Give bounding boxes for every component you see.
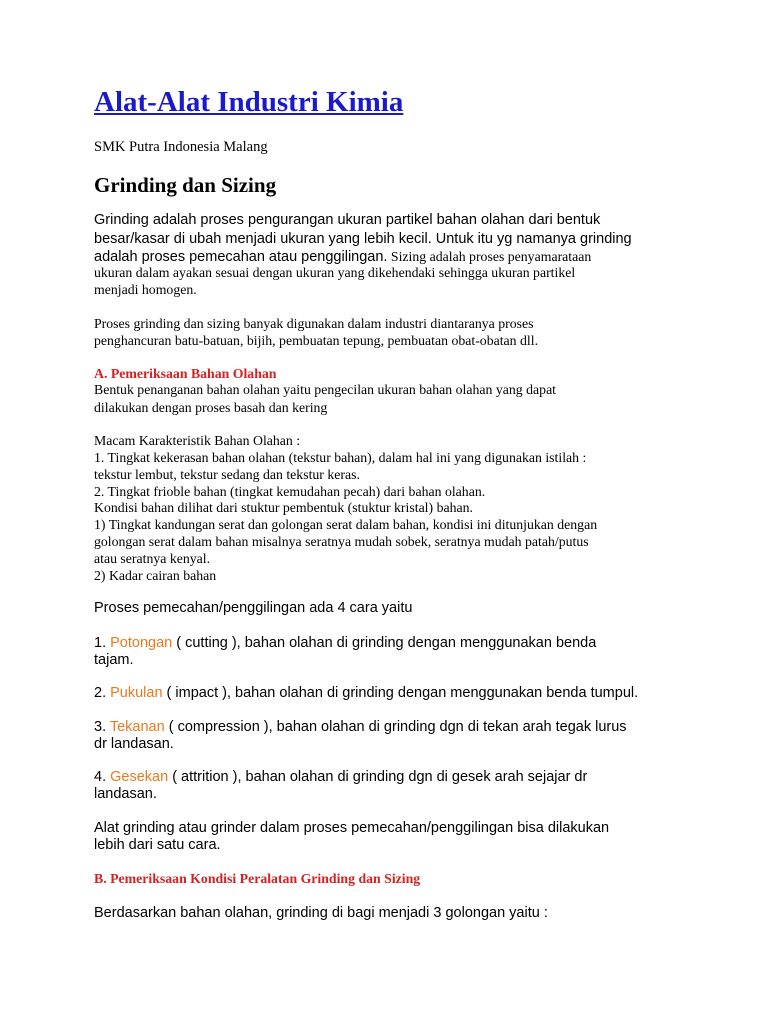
intro-line-1: Grinding adalah proses pengurangan ukuran partikel bahan olahan dari bentuk xyxy=(94,212,601,228)
usage-line-1: Proses grinding dan sizing banyak digunakan dalam industri diantaranya proses xyxy=(94,316,534,331)
method-item-3 xyxy=(94,719,627,735)
characteristics-line-2: 1. Tingkat kekerasan bahan olahan (tekstur bahan), dalam hal ini yang digunakan istilah : xyxy=(94,450,587,465)
method-description: ( impact ), bahan olahan di grinding dengan menggunakan benda tumpul. xyxy=(162,685,639,701)
document-title-link[interactable]: Alat-Alat Industri Kimia xyxy=(94,86,404,118)
characteristics-line-4: 2. Tingkat frioble bahan (tingkat kemudahan pecah) dari bahan olahan. xyxy=(94,484,486,499)
method-item-3-cont: dr landasan. xyxy=(94,736,174,752)
method-description: ( attrition ), bahan olahan di grinding dgn di gesek arah sejajar dr xyxy=(168,769,588,785)
method-item-4 xyxy=(94,769,587,785)
characteristics-line-3: tekstur lembut, tekstur sedang dan tekstur keras. xyxy=(94,467,360,482)
intro-line-3 xyxy=(94,248,591,266)
intro-line-3-sans: adalah proses pemecahan atau penggilingan. xyxy=(94,249,388,265)
method-description: ( cutting ), bahan olahan di grinding dengan menggunakan benda xyxy=(172,635,597,651)
usage-line-2: penghancuran batu-batuan, bijih, pembuatan tepung, pembuatan obat-obatan dll. xyxy=(94,333,539,348)
section-a-line-2: dilakukan dengan proses basah dan kering xyxy=(94,400,328,415)
method-item-1-cont: tajam. xyxy=(94,652,134,668)
method-term-pukulan: Pukulan xyxy=(110,685,163,701)
combination-line-1: Alat grinding atau grinder dalam proses pemecahan/penggilingan bisa dilakukan xyxy=(94,820,610,836)
combination-line-2: lebih dari satu cara. xyxy=(94,837,221,853)
method-item-1 xyxy=(94,635,596,651)
intro-line-4: ukuran dalam ayakan sesuai dengan ukuran yang dikehendaki sehingga ukuran partikel xyxy=(94,265,576,280)
method-number: 2. xyxy=(94,685,111,701)
characteristics-line-8: atau seratnya kenyal. xyxy=(94,551,211,566)
intro-line-3-serif: Sizing adalah proses penyamarataan xyxy=(387,249,592,264)
intro-line-2: besar/kasar di ubah menjadi ukuran yang lebih kecil. Untuk itu yg namanya grinding xyxy=(94,231,632,247)
section-a-heading: A. Pemeriksaan Bahan Olahan xyxy=(94,366,277,381)
method-number: 3. xyxy=(94,719,110,735)
characteristics-line-1: Macam Karakteristik Bahan Olahan : xyxy=(94,433,301,448)
classification-line: Berdasarkan bahan olahan, grinding di bagi menjadi 3 golongan yaitu : xyxy=(94,905,548,921)
characteristics-line-5: Kondisi bahan dilihat dari stuktur pembentuk (stuktur kristal) bahan. xyxy=(94,500,473,515)
methods-intro: Proses pemecahan/penggilingan ada 4 cara yaitu xyxy=(94,600,413,616)
method-term-gesekan: Gesekan xyxy=(110,769,169,785)
method-item-4-cont: landasan. xyxy=(94,786,157,802)
characteristics-line-7: golongan serat dalam bahan misalnya seratnya mudah sobek, seratnya mudah patah/putus xyxy=(94,534,589,549)
section-b-heading: B. Pemeriksaan Kondisi Peralatan Grinding dan Sizing xyxy=(94,871,421,886)
method-number: 4. xyxy=(94,769,111,785)
intro-line-5: menjadi homogen. xyxy=(94,282,197,297)
method-number: 1. xyxy=(94,635,111,651)
method-term-tekanan: Tekanan xyxy=(109,719,165,735)
school-name: SMK Putra Indonesia Malang xyxy=(94,139,268,155)
characteristics-line-6: 1) Tingkat kandungan serat dan golongan serat dalam bahan, kondisi ini ditunjukan dengan xyxy=(94,517,598,532)
characteristics-line-9: 2) Kadar cairan bahan xyxy=(94,568,217,583)
method-item-2 xyxy=(94,685,638,701)
method-description: ( compression ), bahan olahan di grinding dgn di tekan arah tegak lurus xyxy=(164,719,627,735)
section-heading-grinding-sizing: Grinding dan Sizing xyxy=(94,173,277,197)
section-a-line-1: Bentuk penanganan bahan olahan yaitu pengecilan ukuran bahan olahan yang dapat xyxy=(94,382,557,397)
method-term-potongan: Potongan xyxy=(110,635,173,651)
